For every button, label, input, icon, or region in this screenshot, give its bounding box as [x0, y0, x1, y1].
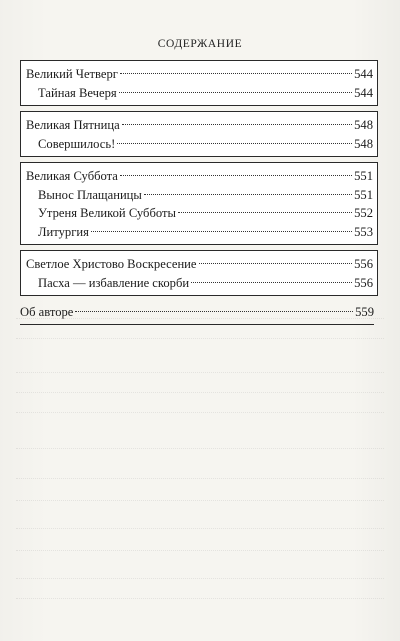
leader-dots: [119, 92, 352, 93]
toc-entry-page: 544: [354, 85, 373, 100]
toc-entry-page: 559: [355, 305, 374, 319]
leader-dots: [120, 175, 352, 176]
leader-dots: [122, 124, 352, 125]
toc-section-great-saturday: [20, 162, 378, 245]
toc-entry-title: Великая Пятница: [26, 118, 120, 132]
toc-entry[interactable]: [20, 303, 374, 322]
toc-entry-title: Пасха — избавление скорби: [38, 275, 190, 290]
toc-subentry[interactable]: [26, 274, 373, 293]
leader-dots: [91, 231, 352, 232]
toc-entry-title: Великая Суббота: [26, 169, 118, 183]
toc-entry-title: Совершилось!: [38, 136, 116, 151]
leader-dots: [75, 311, 353, 312]
toc-entry-page: 548: [354, 118, 373, 132]
leader-dots: [178, 212, 352, 213]
toc-entry-title: Великий Четверг: [26, 67, 118, 81]
toc-entry[interactable]: [26, 65, 373, 84]
toc-subentry[interactable]: [26, 135, 373, 154]
toc-entry-title: Тайная Вечеря: [38, 85, 117, 100]
toc-entry-title: Литургия: [38, 224, 89, 239]
toc-entry-page: 556: [354, 257, 373, 271]
toc-entry-title: Утреня Великой Субботы: [38, 206, 176, 220]
toc-entry-page: 551: [354, 187, 373, 202]
toc-entry-page: 548: [354, 136, 373, 151]
toc-entry-page: 544: [354, 67, 373, 81]
toc-entry-page: 552: [354, 206, 373, 220]
toc-section-about-author: [20, 301, 378, 325]
toc-section-great-friday: [20, 111, 378, 157]
leader-dots: [191, 282, 352, 283]
table-of-contents: [20, 60, 378, 325]
toc-entry-title: Вынос Плащаницы: [38, 187, 142, 202]
leader-dots: [120, 73, 352, 74]
toc-entry-title: Об авторе: [20, 305, 74, 319]
page-header: СОДЕРЖАНИЕ: [157, 38, 243, 50]
leader-dots: [144, 194, 352, 195]
leader-dots: [199, 263, 353, 264]
toc-subentry[interactable]: [26, 204, 373, 223]
toc-entry-title: Светлое Христово Воскресение: [26, 257, 197, 271]
toc-subentry[interactable]: [26, 84, 373, 103]
toc-entry-page: 553: [354, 224, 373, 239]
toc-entry[interactable]: [26, 116, 373, 135]
toc-entry[interactable]: [26, 167, 373, 186]
toc-section-great-thursday: [20, 60, 378, 106]
toc-subentry[interactable]: [26, 186, 373, 205]
toc-entry[interactable]: [26, 255, 373, 274]
toc-entry-page: 556: [354, 275, 373, 290]
leader-dots: [117, 143, 352, 144]
divider: [20, 324, 374, 325]
toc-section-resurrection: [20, 250, 378, 296]
toc-entry-page: 551: [354, 169, 373, 183]
toc-subentry[interactable]: [26, 223, 373, 242]
